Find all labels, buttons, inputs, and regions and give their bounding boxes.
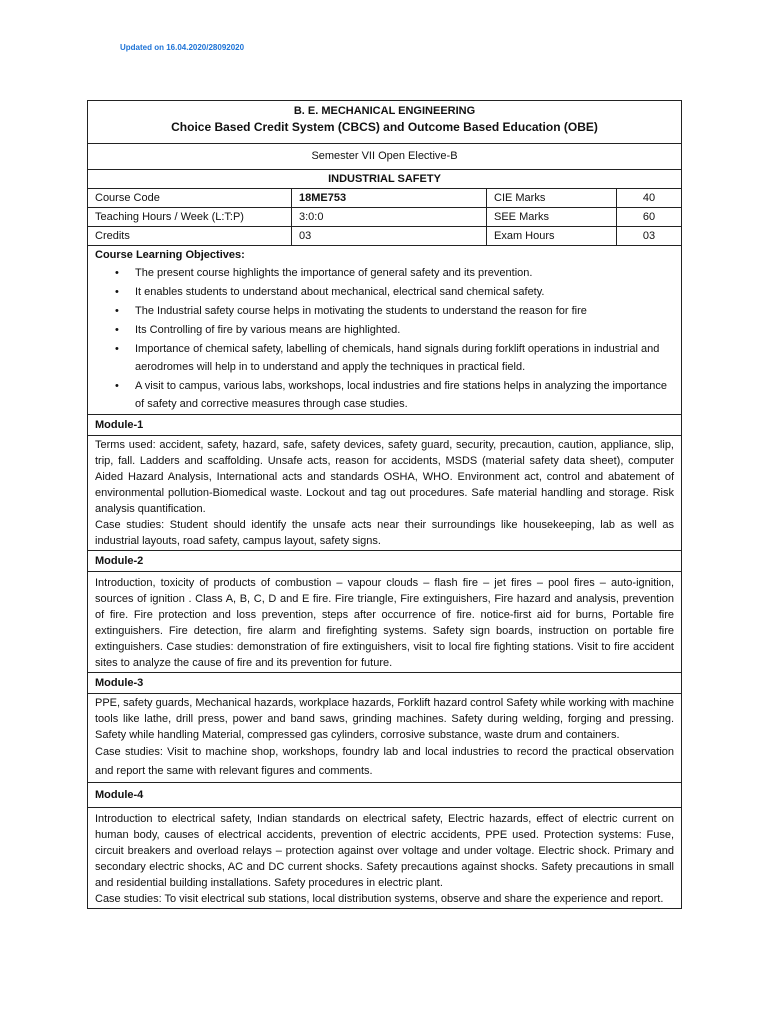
updated-note: Updated on 16.04.2020/28092020 — [120, 43, 245, 52]
system-title: Choice Based Credit System (CBCS) and Outcome Based Education (OBE) — [171, 120, 598, 134]
module-1-case-studies: Case studies: Student should identify the unsafe acts near their surroundings like housekeeping, lab as well as industrial layouts, road safety, campus layout, safety signs. — [95, 519, 674, 547]
credits-value: 03 — [292, 227, 487, 246]
course-code-label: Course Code — [88, 189, 292, 208]
teaching-hours-label: Teaching Hours / Week (L:T:P) — [88, 208, 292, 227]
module-body-row — [88, 808, 682, 909]
module-3-case-studies: Case studies: Visit to machine shop, workshops, foundry lab and local industries to record the practical observation and report the same with relevant figures and comments. — [95, 746, 674, 777]
objectives-title: Course Learning Objectives: — [95, 249, 245, 261]
header-row — [88, 101, 682, 144]
see-marks-value: 60 — [617, 208, 682, 227]
module-3-title: Module-3 — [88, 673, 682, 694]
course-info-row — [88, 189, 682, 208]
objective-item: • The Industrial safety course helps in motivating the students to understand the reason for fire — [135, 301, 674, 320]
objectives-cell — [88, 246, 682, 415]
module-1-content: Terms used: accident, safety, hazard, safe, safety devices, safety guard, security, precaution, caution, appliance, slip, trip, fall. Ladders and scaffolding. Unsafe acts, reason for accidents, MSDS (material safety data sheet), computer Aided Hazard Analysis, International acts and standards OSHA, WHO. Environment act, control and abatement of environmental pollution-Biomedical waste. Lockout and tag out procedures. Safe material handling and storage. Risk analysis quantification. — [95, 439, 674, 515]
module-1-body — [88, 436, 682, 551]
module-body-row — [88, 572, 682, 673]
course-title-row — [88, 170, 682, 189]
module-3-content: PPE, safety guards, Mechanical hazards, workplace hazards, Forklift hazard control Safety while working with machine tools like lathe, drill press, power and band saws, grinding machines. Safety during welding, forging and pressing. Safety while handling Material, compressed gas cylinders, corrosive substance, waste drum and containers. — [95, 697, 674, 741]
cie-marks-label: CIE Marks — [487, 189, 617, 208]
objective-item: • Importance of chemical safety, labelling of chemicals, hand signals during forklift operations in industrial and aerodromes will help in to understand and apply the techniques in practical field. — [135, 339, 674, 376]
objective-item: • A visit to campus, various labs, workshops, local industries and fire stations helps in analyzing the importance of safety and corrective measures through case studies. — [135, 376, 674, 413]
exam-hours-label: Exam Hours — [487, 227, 617, 246]
semester-cell: Semester VII Open Elective-B — [88, 144, 682, 170]
module-body-row — [88, 694, 682, 783]
module-header-row — [88, 415, 682, 436]
course-code-value: 18ME753 — [292, 189, 487, 208]
course-title: INDUSTRIAL SAFETY — [88, 170, 682, 189]
module-2-title: Module-2 — [88, 551, 682, 572]
objectives-list — [95, 263, 674, 413]
module-body-row — [88, 436, 682, 551]
objective-item: • Its Controlling of fire by various means are highlighted. — [135, 320, 674, 339]
teaching-hours-value: 3:0:0 — [292, 208, 487, 227]
module-1-title: Module-1 — [88, 415, 682, 436]
course-info-row — [88, 208, 682, 227]
objective-item: • The present course highlights the importance of general safety and its prevention. — [135, 263, 674, 282]
module-4-content: Introduction to electrical safety, Indian standards on electrical safety, Electric hazards, effect of electric current on human body, causes of electrical accidents, prevention of electric accidents, PPE used. Protection systems: Fuse, circuit breakers and overload relays – protection against over voltage and under voltage. Electric shock. Primary and secondary electric shocks, AC and DC current shocks. Safety precautions against shocks. Safety precautions in small and residential building installations. Safety procedures in electric plant. — [95, 813, 674, 889]
program-title: B. E. MECHANICAL ENGINEERING — [293, 105, 476, 117]
module-header-row — [88, 783, 682, 808]
objective-item: • It enables students to understand about mechanical, electrical sand chemical safety. — [135, 282, 674, 301]
header-cell — [88, 101, 682, 144]
module-header-row — [88, 673, 682, 694]
module-4-body — [88, 808, 682, 909]
module-4-title: Module-4 — [88, 783, 682, 808]
see-marks-label: SEE Marks — [487, 208, 617, 227]
module-3-body — [88, 694, 682, 783]
module-header-row — [88, 551, 682, 572]
credits-label: Credits — [88, 227, 292, 246]
semester-row — [88, 144, 682, 170]
syllabus-table — [87, 100, 682, 909]
module-2-content: Introduction, toxicity of products of combustion – vapour clouds – flash fire – jet fires – pool fires – auto-ignition, sources of ignition . Class A, B, C, D and E fire. Fire triangle, Fire extinguishers, Fire hazard and analysis, prevention of fire. Fire protection and loss prevention, steps after occurrence of fire. notice-first aid for burns, Portable fire extinguishers. Fire detection, fire alarm and firefighting systems. Safety sign boards, instruction on portable fire extinguishers. Case studies: demonstration of fire extinguishers, visit to local fire fighting stations. Visit to fire accident sites to analyze the cause of fire and its prevention for future. — [95, 577, 674, 669]
module-4-case-studies: Case studies: To visit electrical sub stations, local distribution systems, observe and share the experience and report. — [95, 893, 664, 905]
objectives-row — [88, 246, 682, 415]
module-2-body — [88, 572, 682, 673]
cie-marks-value: 40 — [617, 189, 682, 208]
course-info-row — [88, 227, 682, 246]
exam-hours-value: 03 — [617, 227, 682, 246]
